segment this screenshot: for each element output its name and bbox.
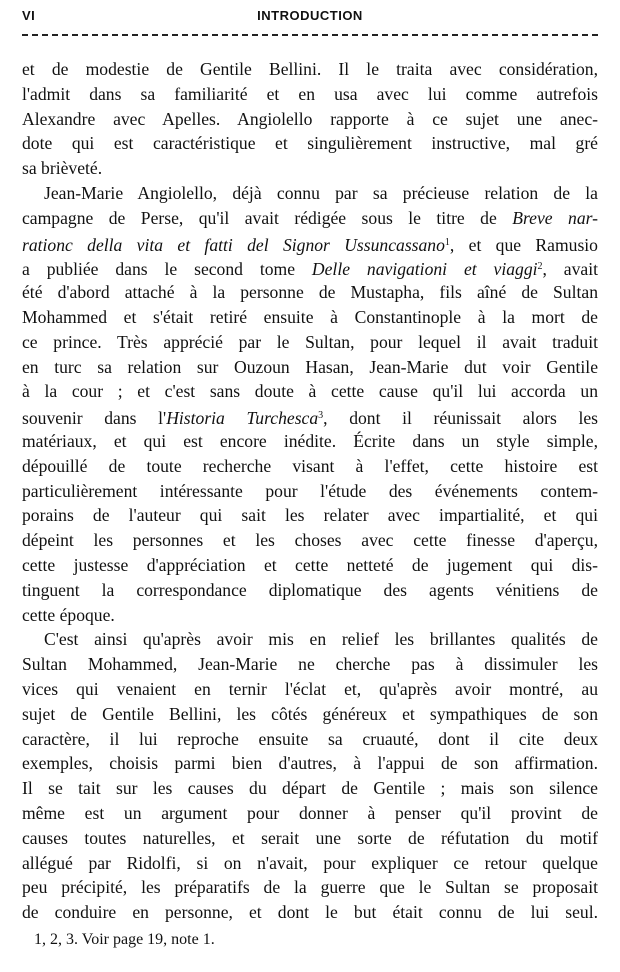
text-fragment: , et que Ramusio <box>449 234 598 255</box>
text-line: dote qui est caractéristique et singulièrement instructive, mal gré <box>22 133 598 154</box>
text-line: Mohammed et s'était retiré ensuite à Constantinople à la mort de <box>22 306 598 327</box>
text-line: Alexandre avec Apelles. Angiolello rapporte à ce sujet une anec- <box>22 108 598 129</box>
footnote-ref: 1 <box>444 236 450 248</box>
text-line: Il se tait sur les causes du départ de Gentile ; mais son silence <box>22 778 598 799</box>
text-line: vices qui venaient en ternir l'éclat et, qu'après avoir montré, au <box>22 678 598 699</box>
text-line: Jean-Marie Angiolello, déjà connu par sa précieuse relation de la <box>44 182 598 203</box>
text-line: été d'abord attaché à la personne de Mustapha, fils aîné de Sultan <box>22 282 598 303</box>
text-fragment: a publiée dans le second tome <box>22 259 312 280</box>
text-line: sujet de Gentile Bellini, les côtés généreux et sympathiques de son <box>22 703 598 724</box>
text-line <box>22 255 598 280</box>
text-line: matériaux, et qui est encore inédite. Écrite dans un style simple, <box>22 430 598 451</box>
footnote: 1, 2, 3. Voir page 19, note 1. <box>34 931 215 948</box>
page-number: VI <box>22 8 36 23</box>
text-line: C'est ainsi qu'après avoir mis en relief les brillantes qualités de <box>44 629 598 650</box>
header-rule <box>22 34 598 36</box>
text-line: caractère, il lui reproche ensuite sa cruauté, dont il cite deux <box>22 728 598 749</box>
text-line: cette justesse d'appréciation et cette netteté de jugement qui dis- <box>22 554 598 575</box>
text-line: allégué par Ridolfi, si on n'avait, pour expliquer ce retour quelque <box>22 852 598 873</box>
chapter-title: INTRODUCTION <box>257 8 363 23</box>
text-line: en turc sa relation sur Ouzoun Hasan, Jean-Marie dut voir Gentile <box>22 356 598 377</box>
text-line: à la cour ; et c'est sans doute à cette cause qu'il lui accorda un <box>22 381 598 402</box>
text-line: sa brièveté. <box>22 158 103 179</box>
text-fragment: souvenir dans l' <box>22 408 167 429</box>
running-head <box>22 6 598 28</box>
text-line: Sultan Mohammed, Jean-Marie ne cherche pas à dissimuler les <box>22 654 598 675</box>
text-line: porains de l'auteur qui sait les relater avec impartialité, et qui <box>22 505 598 526</box>
text-line: tinguent la correspondance diplomatique des agents vénitiens de <box>22 579 598 600</box>
text-line: de conduire en personne, et dont le but était connu de lui seul. <box>22 902 598 923</box>
body-text <box>22 57 598 925</box>
footnote-ref: 3 <box>318 410 324 422</box>
text-fragment: , avait <box>542 259 598 280</box>
text-line: causes toutes naturelles, et serait une sorte de réfutation du motif <box>22 827 598 848</box>
text-line: même est un argument pour donner à penser qu'il provint de <box>22 802 598 823</box>
text-line: l'admit dans sa familiarité et en usa avec lui comme autrefois <box>22 83 598 104</box>
italic-title: rationc della vita et fatti del Signor Ussuncassano <box>22 234 445 255</box>
text-line: dépouillé de toute recherche visant à l'effet, cette histoire est <box>22 455 598 476</box>
text-fragment: campagne de Perse, qu'il avait rédigée sous le titre de <box>22 207 513 228</box>
footnote-ref: 2 <box>537 261 543 273</box>
text-line: particulièrement intéressante pour l'étude des événements contem- <box>22 480 598 501</box>
text-line <box>22 206 598 231</box>
italic-title: Historia Turchesca <box>166 408 319 429</box>
text-line: cette époque. <box>22 604 115 625</box>
text-line <box>22 404 598 429</box>
text-line: dépeint les personnes et les choses avec cette finesse d'aperçu, <box>22 530 598 551</box>
text-line: peu précipité, les préparatifs de la guerre que le Sultan se proposait <box>22 877 598 898</box>
italic-title: Delle navigationi et viaggi <box>311 259 538 280</box>
text-line: exemples, choisis parmi bien d'autres, à l'appui de son affirmation. <box>22 753 598 774</box>
text-line: ce prince. Très apprécié par le Sultan, pour lequel il avait traduit <box>22 331 598 352</box>
italic-title: Breve nar- <box>512 207 598 228</box>
text-fragment: , dont il réunissait alors les <box>323 408 599 429</box>
text-line <box>22 231 598 256</box>
text-line: et de modestie de Gentile Bellini. Il le traita avec considération, <box>22 59 598 79</box>
